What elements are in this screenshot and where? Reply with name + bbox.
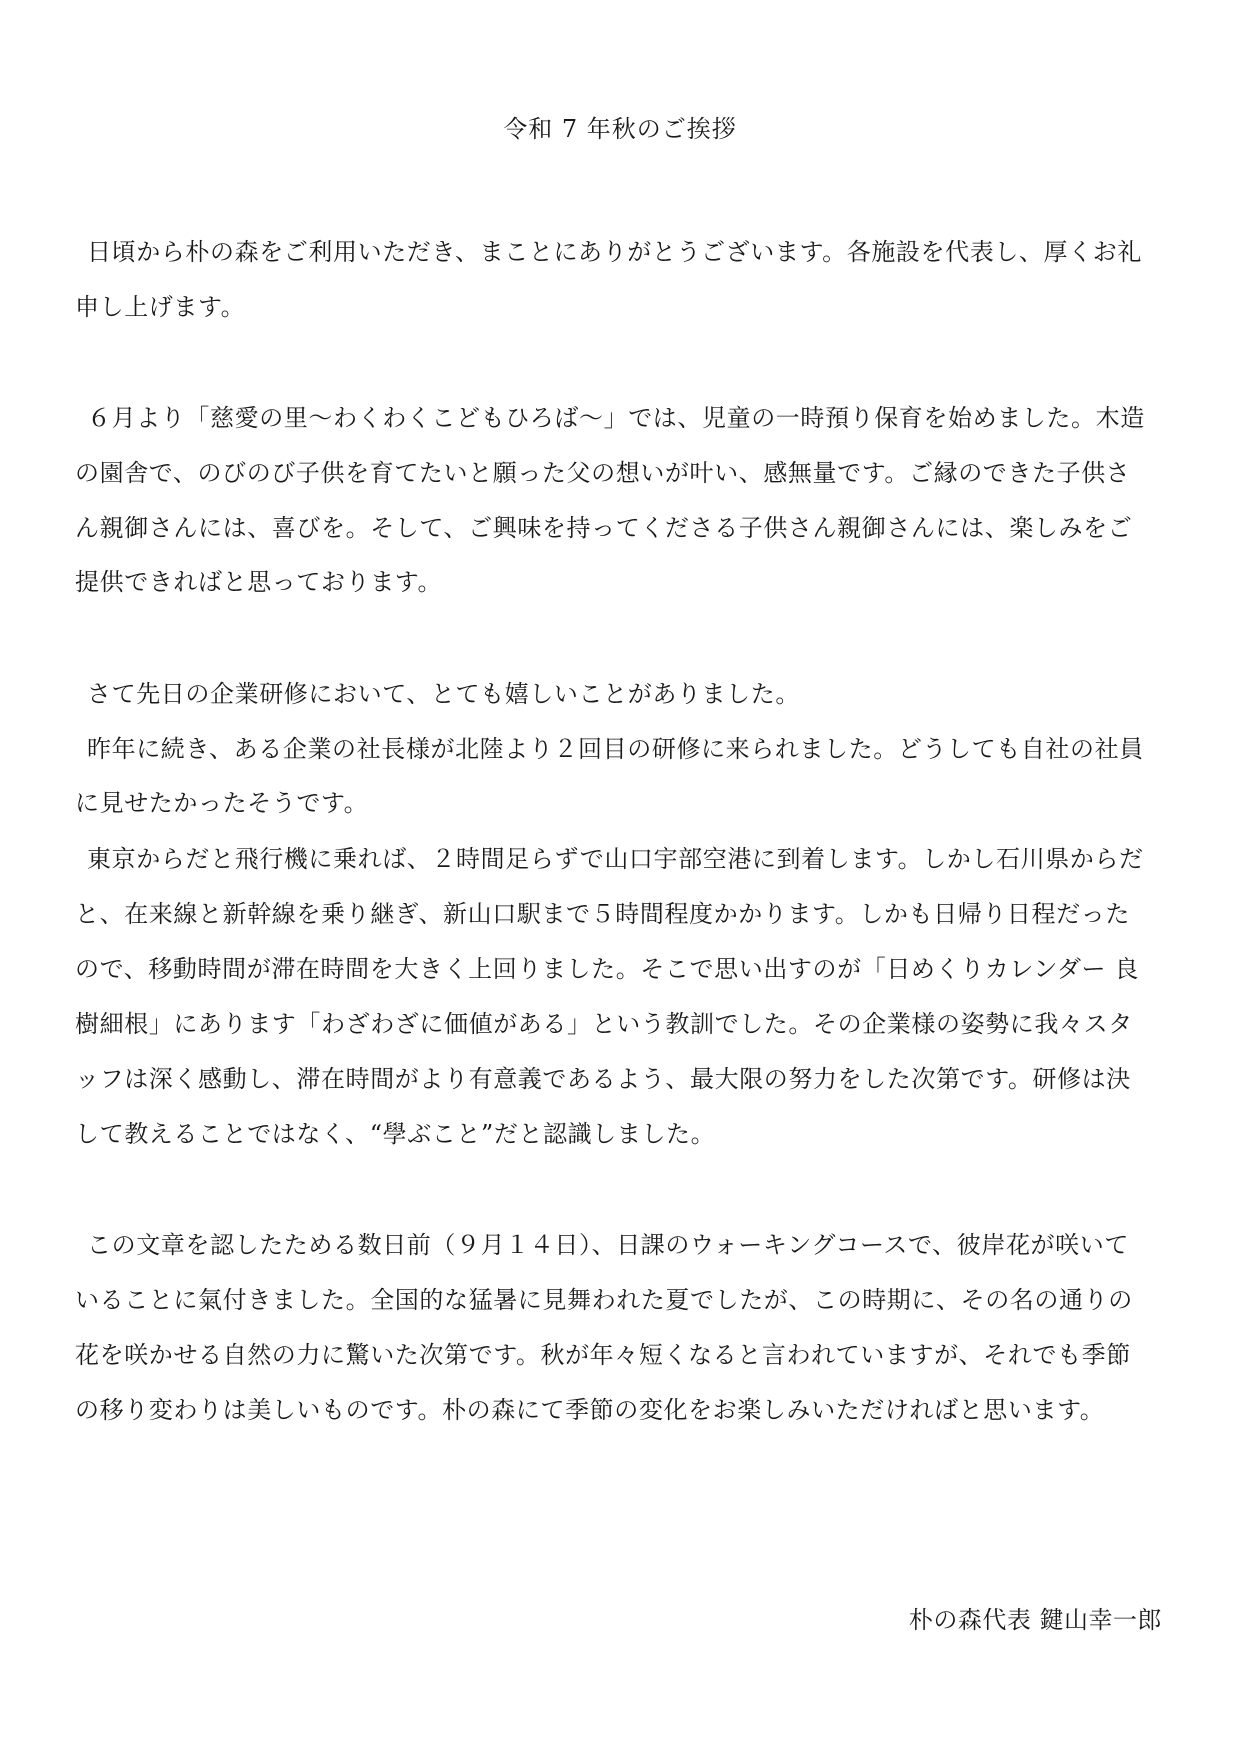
- paragraph-3-line: ので、移動時間が滞在時間を大きく上回りました。そこで思い出すのが「日めくりカレンダー 良: [75, 955, 1139, 983]
- letter-title: 令和 7 年秋のご挨拶: [503, 115, 737, 143]
- paragraph-3-line: して教えることではなく、“學ぶこと”だと認識しました。: [75, 1120, 716, 1148]
- paragraph-1-line: 申し上げます。: [75, 293, 246, 321]
- paragraph-3-line: 昨年に続き、ある企業の社長様が北陸より２回目の研修に来られました。どうしても自社の社員: [87, 735, 1144, 763]
- paragraph-2-line: ６月より「慈愛の里～わくわくこどもひろば～」では、児童の一時預り保育を始めました。木造: [87, 404, 1145, 432]
- paragraph-4-line: の移り変わりは美しいものです。朴の森にて季節の変化をお楽しみいただければと思います。: [75, 1396, 1105, 1424]
- paragraph-2-line: の園舎で、のびのび子供を育てたいと願った父の想いが叶い、感無量です。ご縁のできた子供さ: [75, 459, 1131, 487]
- paragraph-3-line: に見せたかったそうです。: [75, 789, 369, 817]
- paragraph-3-line: 東京からだと飛行機に乗れば、２時間足らずで山口宇部空港に到着します。しかし石川県からだ: [87, 845, 1144, 873]
- signature: 朴の森代表 鍵山幸一郎: [908, 1606, 1162, 1634]
- paragraph-3-line: 樹細根」にあります「わざわざに価値がある」という教訓でした。その企業様の姿勢に我々スタ: [75, 1010, 1133, 1038]
- paragraph-2-line: ん親御さんには、喜びを。そして、ご興味を持ってくださる子供さん親御さんには、楽しみをご: [75, 514, 1133, 542]
- paragraph-3-line: ッフは深く感動し、滞在時間がより有意義であるよう、最大限の努力をした次第です。研修は決: [75, 1065, 1131, 1093]
- paragraph-4-line: 花を咲かせる自然の力に驚いた次第です。秋が年々短くなると言われていますが、それでも季節: [75, 1341, 1131, 1369]
- paragraph-3-line: さて先日の企業研修において、とても嬉しいことがありました。: [87, 680, 800, 708]
- paragraph-4-line: いることに氣付きました。全国的な猛暑に見舞われた夏でしたが、この時期に、その名の通りの: [75, 1286, 1133, 1314]
- paragraph-2-line: 提供できればと思っております。: [75, 568, 443, 596]
- paragraph-3-line: と、在来線と新幹線を乗り継ぎ、新山口駅まで５時間程度かかります。しかも日帰り日程だった: [75, 900, 1130, 928]
- paragraph-1-line: 日頃から朴の森をご利用いただき、まことにありがとうございます。各施設を代表し、厚くお礼: [87, 238, 1142, 266]
- paragraph-4-line: この文章を認したためる数日前（９月１４日）、日課のウォーキングコースで、彼岸花が咲いて: [87, 1231, 1129, 1259]
